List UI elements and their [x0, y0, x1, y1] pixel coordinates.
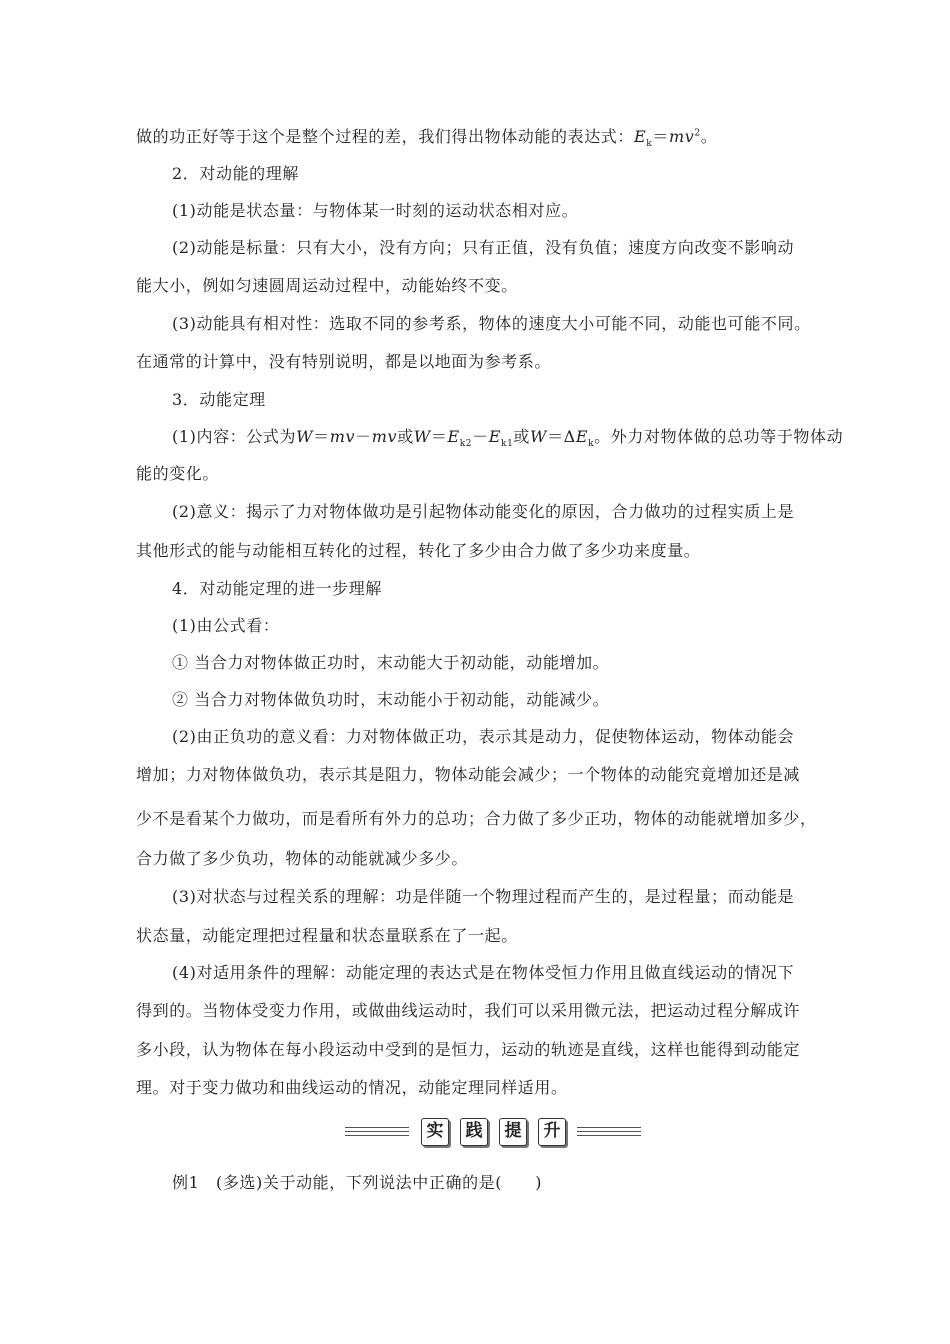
text-run: 。外力对物体做的总功等于物体动 [594, 427, 844, 446]
banner-char: 实 [421, 1118, 449, 1146]
text-run: 或 [513, 427, 531, 446]
text-run: (1)内容：公式为 [172, 427, 297, 446]
paragraph-line: (3)对状态与过程关系的理解：功是伴随一个物理过程而产生的，是过程量；而动能是 [172, 887, 795, 906]
formula-operator: ＝ [313, 427, 330, 446]
formula-symbol: mv [668, 127, 695, 146]
formula-subscript: k [646, 139, 653, 150]
banner-char: 提 [499, 1118, 527, 1146]
formula-operator: － [355, 427, 372, 446]
formula-operator: － [472, 427, 489, 446]
paragraph-line: (2)意义：揭示了力对物体做功是引起物体动能变化的原因，合力做功的过程实质上是 [172, 502, 795, 521]
banner-rule-left [345, 1127, 409, 1139]
formula-symbol: E [488, 427, 502, 446]
text-run: 做的功正好等于这个是整个过程的差，我们得出物体动能的表达式： [136, 127, 635, 146]
list-item: ② 当合力对物体做负功时，末动能小于初动能，动能减少。 [172, 690, 610, 709]
formula-operator: ＝ [430, 427, 448, 446]
paragraph-line: 理。对于变力做功和曲线运动的情况，动能定理同样适用。 [136, 1078, 568, 1097]
paragraph-line: 能大小，例如匀速圆周运动过程中，动能始终不变。 [136, 276, 518, 295]
paragraph-line: 多小段，认为物体在每小段运动中受到的是恒力，运动的轨迹是直线，这样也能得到动能定 [136, 1040, 801, 1059]
banner-char: 升 [538, 1118, 566, 1146]
section-heading: 3．动能定理 [172, 390, 266, 409]
section-heading: 4．对动能定理的进一步理解 [172, 579, 382, 598]
list-item: ① 当合力对物体做正功时，末动能大于初动能，动能增加。 [172, 653, 610, 672]
paragraph-line: 少不是看某个力做功，而是看所有外力的总功；合力做了多少正功，物体的动能就增加多少， [136, 809, 817, 828]
paragraph-line: (1)动能是状态量：与物体某一时刻的运动状态相对应。 [172, 201, 579, 220]
paragraph-line: (1)由公式看： [172, 616, 280, 635]
formula-symbol: W [296, 427, 314, 446]
paragraph-line: 其他形式的能与动能相互转化的过程，转化了多少由合力做了多少功来度量。 [136, 541, 701, 560]
paragraph-line [136, 126, 826, 148]
paragraph-line: 增加；力对物体做负功，表示其是阻力，物体动能会减少；一个物体的动能究竟增加还是减 [136, 765, 801, 784]
paragraph-line: (3)动能具有相对性：选取不同的参考系，物体的速度大小可能不同，动能也可能不同。 [172, 314, 811, 333]
formula-symbol: W [413, 427, 431, 446]
formula-symbol: mv [329, 427, 356, 446]
formula-symbol: mv [371, 427, 398, 446]
formula-superscript: 2 [694, 128, 701, 139]
formula-subscript: k2 [459, 439, 473, 450]
paragraph-line: (2)动能是标量：只有大小，没有方向；只有正值，没有负值；速度方向改变不影响动 [172, 238, 795, 257]
formula-subscript: k1 [501, 439, 514, 450]
formula-subscript: k [588, 439, 595, 450]
paragraph-line: 能的变化。 [136, 464, 220, 483]
formula-symbol: E [634, 127, 647, 146]
paragraph-line: 在通常的计算中，没有特别说明，都是以地面为参考系。 [136, 352, 552, 371]
formula-symbol: E [447, 427, 460, 446]
paragraph-line [172, 426, 844, 450]
text-run: 。 [700, 127, 718, 146]
paragraph-line: (2)由正负功的意义看：力对物体做正功，表示其是动力，促使物体运动，物体动能会 [172, 727, 795, 746]
paragraph-line: 状态量，动能定理把过程量和状态量联系在了一起。 [136, 926, 518, 945]
banner-char: 践 [460, 1118, 488, 1146]
banner-rule-right [577, 1127, 641, 1139]
formula-operator: ＝ [652, 127, 669, 146]
section-banner [345, 1118, 645, 1148]
section-heading: 2．对动能的理解 [172, 164, 299, 183]
example-question: 例1 (多选)关于动能，下列说法中正确的是( ) [172, 1173, 543, 1192]
paragraph-line: (4)对适用条件的理解：动能定理的表达式是在物体受恒力作用且做直线运动的情况下 [172, 963, 795, 982]
paragraph-line: 得到的。当物体受变力作用，或做曲线运动时，我们可以采用微元法，把运动过程分解成许 [136, 1001, 801, 1020]
formula-symbol: W [530, 427, 548, 446]
paragraph-line: 合力做了多少负功，物体的动能就减少多少。 [136, 849, 469, 868]
text-run: 或 [397, 427, 414, 446]
formula-operator: ＝Δ [547, 427, 576, 446]
formula-symbol: E [575, 427, 589, 446]
